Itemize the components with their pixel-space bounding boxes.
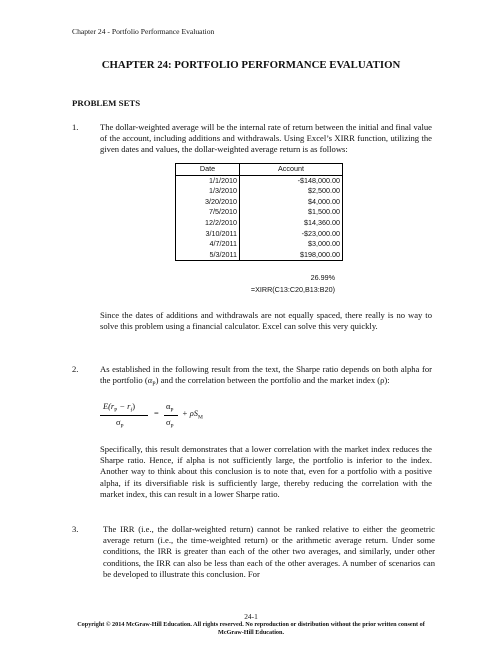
- table-row: [176, 218, 343, 229]
- page-number: 24-1: [244, 612, 258, 621]
- table-cell-date: 1/1/2010: [176, 175, 240, 186]
- table-cell-account: $198,000.00: [240, 250, 343, 261]
- table-row: [176, 250, 343, 261]
- item-2-paragraph: [100, 364, 432, 391]
- table-header-row: [176, 164, 343, 176]
- chapter-title: CHAPTER 24: PORTFOLIO PERFORMANCE EVALUATION: [101, 59, 401, 71]
- table-row: [176, 186, 343, 197]
- table-cell-account: $4,000.00: [240, 197, 343, 208]
- fraction-bar-left: [100, 415, 148, 416]
- table-cell-date: 12/2/2010: [176, 218, 240, 229]
- table-row: [176, 197, 343, 208]
- table-row: [176, 175, 343, 186]
- table-cell-account: -$23,000.00: [240, 229, 343, 240]
- xirr-table: [175, 163, 343, 261]
- table-cell-account: $14,360.00: [240, 218, 343, 229]
- formula-denominator-right: $\sigma_P$: [166, 418, 174, 430]
- item-2-after-paragraph: Specifically, this result demonstrates that a lower correlation with the market index reduces the Sharpe ratio. Hence, if alpha is not sufficiently large, the portfolio is inferior to the index. Another way to think about this conclusion is to note that, even for a portfolio with a positive alpha, if its diversifiable risk is sufficiently large, thereby reducing the correlation with the market index, this can result in a lower Sharpe ratio.: [100, 444, 432, 499]
- item-3-paragraph: The IRR (i.e., the dollar-weighted return) cannot be ranked relative to either the geometric average return (i.e., the time-weighted return) or the arithmetic average return. Under some conditions, the IRR is greater than each of the other two averages, and similarly, under other conditions, the IRR can also be less than each of the other averages. A number of scenarios can be developed to illustrate this conclusion. For: [103, 524, 435, 579]
- sharpe-ratio-formula: [100, 400, 260, 436]
- table-header-account: Account: [240, 164, 343, 176]
- formula-correlation-term: + $\rho S_M$: [182, 409, 203, 421]
- section-heading: PROBLEM SETS: [72, 98, 141, 108]
- formula-numerator: $E(r_P - r_f)$: [103, 402, 135, 414]
- table-cell-date: 1/3/2010: [176, 186, 240, 197]
- item-1-after-paragraph: Since the dates of additions and withdrawals are not equally spaced, there really is no way to solve this problem using a financial calculator. Excel can solve this very quickly.: [100, 310, 432, 332]
- table-row: [176, 229, 343, 240]
- fraction-bar-right: [164, 415, 178, 416]
- item-1-paragraph: The dollar-weighted average will be the internal rate of return between the initial and final value of the account, including additions and withdrawals. Using Excel’s XIRR function, utilizing the given dates and values, the dollar-weighted average return is as follows:: [100, 122, 432, 155]
- copyright-notice: [0, 621, 502, 637]
- item-3-text: [103, 524, 435, 580]
- item-1-after: [100, 310, 432, 332]
- table-row: [176, 239, 343, 250]
- table-cell-account: $1,500.00: [240, 207, 343, 218]
- table-cell-account: $3,000.00: [240, 239, 343, 250]
- item-number-1: 1.: [72, 122, 79, 132]
- table-cell-date: 4/7/2011: [176, 239, 240, 250]
- formula-equals: =: [154, 409, 159, 418]
- item-2-text-b: ) and the correlation between the portfolio and the market index (ρ):: [155, 375, 390, 386]
- table-cell-account: -$148,000.00: [240, 175, 343, 186]
- table-cell-date: 7/5/2010: [176, 207, 240, 218]
- item-number-2: 2.: [72, 364, 79, 374]
- table-cell-date: 5/3/2011: [176, 250, 240, 261]
- alpha-subscript: P: [152, 381, 156, 388]
- formula-alpha: $\alpha_P$: [166, 402, 174, 414]
- table-header-date: Date: [176, 164, 240, 176]
- copyright-line-2: McGraw-Hill Education.: [218, 629, 284, 636]
- xirr-result: 26.99%: [310, 273, 335, 282]
- xirr-formula: =XIRR(C13:C20,B13:B20): [250, 285, 335, 294]
- item-2-after: [100, 444, 432, 500]
- item-1-text: [100, 122, 432, 156]
- item-2-text-a: As established in the following result from the text, the Sharpe ratio depends on both alpha for the portfolio (: [100, 364, 432, 386]
- table-cell-date: 3/20/2010: [176, 197, 240, 208]
- running-header: Chapter 24 - Portfolio Performance Evaluation: [72, 27, 215, 36]
- table-cell-account: $2,500.00: [240, 186, 343, 197]
- item-number-3: 3.: [72, 524, 79, 534]
- item-2-text: [100, 364, 432, 391]
- table-cell-date: 3/10/2011: [176, 229, 240, 240]
- copyright-line-1: Copyright © 2014 McGraw-Hill Education. All rights reserved. No reproduction or distribution without the prior written consent of: [77, 621, 425, 628]
- table-row: [176, 207, 343, 218]
- alpha-symbol: α: [147, 375, 153, 386]
- formula-denominator-left: $\sigma_P$: [116, 418, 124, 430]
